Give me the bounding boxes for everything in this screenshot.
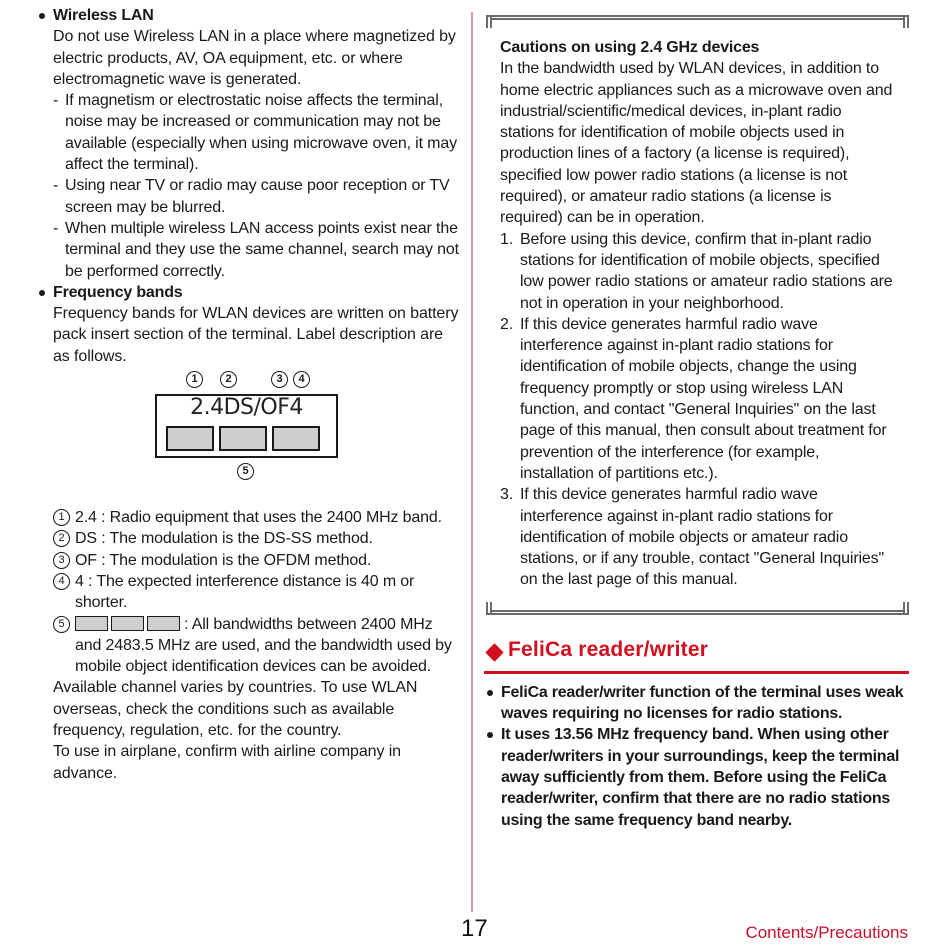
marker-1-icon: 1 (186, 371, 203, 388)
item-text: If this device generates harmful radio wave interference against in-plant radio stations for identification of mobile objects or amateur radio stations, or if any trouble, contact "General Inquiries" on the last page of this manual. (520, 486, 885, 589)
circled-number-icon: 1 (53, 509, 70, 526)
caution-item (500, 484, 895, 590)
felica-heading-title: FeliCa reader/writer (508, 637, 709, 661)
legend-item (36, 507, 461, 528)
caution-box-top-border (486, 15, 909, 33)
legend-text: OF : The modulation is the OFDM method. (75, 551, 372, 569)
caution-box-body (484, 33, 909, 597)
contents-precautions-link[interactable]: Contents/Precautions (745, 923, 908, 942)
caution-item (500, 229, 895, 314)
dash-item (36, 90, 461, 175)
felica-bullet: It uses 13.56 MHz frequency band. When using other reader/writers in your surroundings, keep the terminal away sufficiently from them. Before using the FeliCa reader/writer, confirm that there are no radio stations using the same frequency band nearby. (484, 724, 909, 830)
legend-item (36, 528, 461, 549)
circled-number-icon: 5 (53, 616, 70, 633)
band-cell (219, 426, 267, 451)
dash-mark: - (53, 219, 59, 237)
felica-bullet: FeliCa reader/writer function of the terminal uses weak waves requiring no licenses for radio stations. (484, 682, 909, 725)
left-column (36, 5, 461, 784)
band-cell (272, 426, 320, 451)
label-box (155, 394, 338, 458)
dash-item-text: If magnetism or electrostatic noise affects the terminal, noise may be increased or communication may not be available (especially when using microwave oven, it may affect the terminal). (65, 92, 457, 174)
band-cell (111, 616, 144, 631)
dash-item-text: Using near TV or radio may cause poor reception or TV screen may be blurred. (65, 177, 450, 216)
caution-box (484, 15, 909, 615)
circled-number-icon: 3 (53, 552, 70, 569)
legend-text: 2.4 : Radio equipment that uses the 2400 MHz band. (75, 509, 442, 527)
frequency-bands-intro: Frequency bands for WLAN devices are written on battery pack insert section of the terminal. Label description are as follows. (53, 305, 459, 365)
dash-item (36, 175, 461, 218)
circled-number-icon: 4 (53, 573, 70, 590)
page-number: 17 (461, 915, 488, 942)
caution-item (500, 314, 895, 484)
right-column (484, 15, 909, 831)
wireless-lan-heading: Wireless LAN (36, 5, 461, 26)
caution-box-title: Cautions on using 2.4 GHz devices (500, 39, 760, 56)
marker-3-icon: 3 (271, 371, 288, 388)
legend-text: 4 : The expected interference distance is 40 m or shorter. (75, 572, 415, 612)
legend-item (36, 550, 461, 571)
label-cells (166, 426, 320, 451)
airplane-note: To use in airplane, confirm with airline company in advance. (53, 743, 401, 782)
legend-item (36, 614, 461, 678)
diagram-markers (186, 371, 366, 393)
dash-item-text: When multiple wireless LAN access points exist near the terminal and they use the same channel, search may not be performed correctly. (65, 219, 459, 280)
item-number: 1. (500, 230, 514, 248)
marker-5-icon: 5 (237, 463, 254, 480)
dash-mark: - (53, 92, 59, 110)
caution-box-bottom-border (486, 597, 909, 615)
dash-item (36, 218, 461, 282)
channel-note: Available channel varies by countries. To use WLAN overseas, check the conditions such as available frequency, regulation, etc. for the country. (53, 679, 418, 740)
frequency-label-diagram (36, 367, 461, 507)
column-divider (471, 12, 473, 912)
caution-box-intro: In the bandwidth used by WLAN devices, in addition to home electric appliances such as a microwave oven and industrial/scientific/medical devices, in-plant radio stations for identification of mobile objects used in production lines of a factory (a license is required), specified low power radio stations (a license is not required), or amateur radio stations (a license is required) can be in operation. (500, 60, 893, 227)
felica-bullets (484, 682, 909, 831)
mini-band-cells (75, 616, 180, 631)
legend-text: : All bandwidths between 2400 MHz and 2483.5 MHz are used, and the bandwidth used by mobile object identification devices can be avoided. (75, 615, 452, 676)
band-cell (75, 616, 108, 631)
item-text: If this device generates harmful radio wave interference against in-plant radio stations for identification of mobile objects, change the using frequency promptly or stop using wireless LAN function, and contact "General Inquiries" on the last page of this manual, then consult about treatment for prevention of the interference (for example, installation of partitions etc.). (520, 315, 887, 482)
band-cell (166, 426, 214, 451)
diamond-icon (485, 643, 503, 661)
legend-item (36, 571, 461, 614)
legend-text: DS : The modulation is the DS-SS method. (75, 530, 373, 548)
item-number: 3. (500, 486, 514, 504)
item-number: 2. (500, 315, 514, 333)
frequency-bands-heading: Frequency bands (36, 282, 461, 303)
felica-section-heading (484, 639, 909, 674)
band-cell (147, 616, 180, 631)
wireless-lan-intro: Do not use Wireless LAN in a place where magnetized by electric products, AV, OA equipment, etc. or where electromagnetic wave is generated. (53, 28, 456, 88)
marker-2-icon: 2 (220, 371, 237, 388)
item-text: Before using this device, confirm that in-plant radio stations for identification of mobile objects, specified low power radio stations or amateur radio stations are not in operation in your neighborhood. (520, 230, 893, 312)
dash-mark: - (53, 177, 59, 195)
circled-number-icon: 2 (53, 530, 70, 547)
marker-4-icon: 4 (293, 371, 310, 388)
label-code: 2.4DS/OF4 (190, 395, 303, 421)
